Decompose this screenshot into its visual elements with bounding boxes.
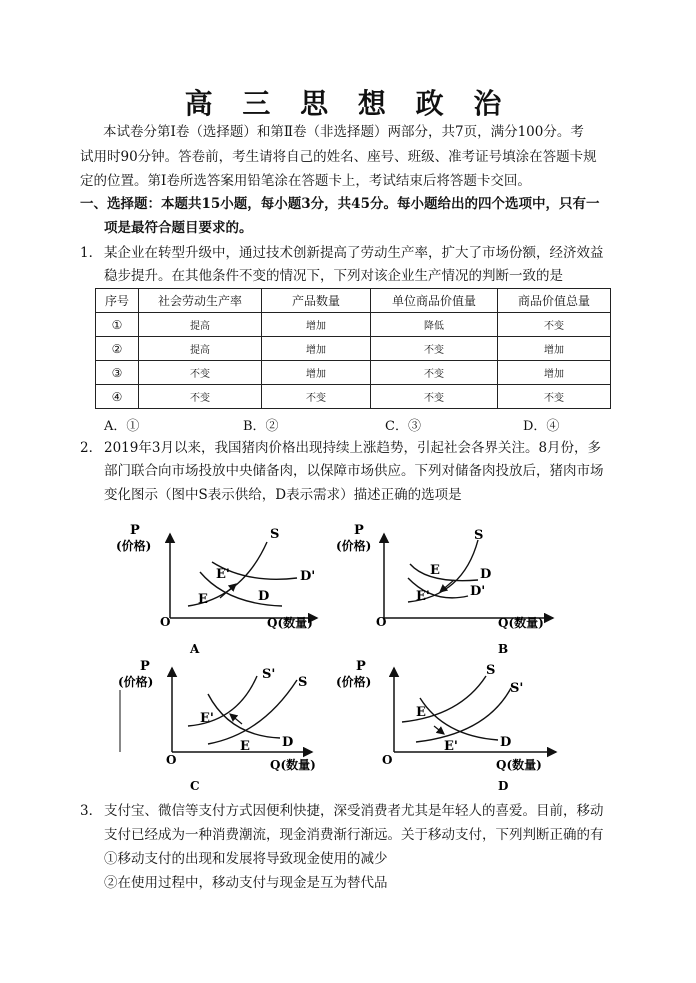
curve-label: D — [500, 735, 512, 750]
curve-label: D — [258, 589, 270, 604]
question-text: 支付宝、微信等支付方式因便利快捷，深受消费者尤其是年轻人的喜爱。目前，移动 — [104, 803, 604, 819]
curve-label: D' — [470, 584, 486, 599]
question-text: 支付已经成为一种消费潮流，现金消费渐行渐远。关于移动支付，下列判断正确的有 — [104, 827, 604, 843]
graph-option-label: D — [498, 779, 509, 793]
column-header: 序号 — [96, 289, 139, 313]
table-cell: 不变 — [371, 361, 498, 385]
question-text: 变化图示（图中S表示供给，D表示需求）描述正确的选项是 — [104, 487, 462, 503]
graph-c — [112, 660, 332, 795]
question-text: 某企业在转型升级中，通过技术创新提高了劳动生产率，扩大了市场份额，经济效益 — [104, 245, 604, 261]
table-cell: ① — [96, 313, 139, 337]
point-label: E — [240, 739, 250, 754]
statement-item: ②在使用过程中，移动支付与现金是互为替代品 — [104, 875, 388, 891]
table-cell: 增加 — [262, 337, 371, 361]
table-cell: 不变 — [498, 385, 611, 409]
table-cell: 不变 — [371, 337, 498, 361]
question-number: 1． — [80, 245, 103, 261]
curve-label: S' — [510, 681, 524, 696]
exam-title: 高 三 思 想 政 治 — [184, 87, 512, 120]
graph-b — [328, 522, 568, 657]
table-row — [96, 337, 611, 361]
section-heading: 项是最符合题目要求的。 — [104, 220, 253, 236]
graph-option-label: B — [498, 642, 509, 656]
statement-item: ①移动支付的出现和发展将导致现金使用的减少 — [104, 851, 388, 867]
intro-line: 试用时90分钟。答卷前，考生请将自己的姓名、座号、班级、准考证号填涂在答题卡规 — [80, 149, 597, 165]
origin-label: O — [376, 615, 387, 629]
axis-p-label: P — [130, 523, 140, 538]
origin-label: O — [382, 753, 393, 767]
table-cell: 增加 — [498, 361, 611, 385]
section-heading: 一、选择题：本题共15小题，每小题3分，共45分。每小题给出的四个选项中，只有一 — [80, 196, 600, 212]
question-text: 部门联合向市场投放中央储备肉，以保障市场供应。下列对储备肉投放后，猪肉市场 — [104, 463, 604, 479]
point-label: E' — [444, 739, 458, 754]
supply-curve-s-prime — [188, 676, 257, 726]
table-cell: ③ — [96, 361, 139, 385]
curve-label: S' — [262, 667, 276, 682]
shift-arrow — [434, 726, 444, 734]
axis-price-label: (价格) — [336, 675, 372, 689]
curve-label: D — [282, 735, 294, 750]
graph-option-label: A — [190, 642, 200, 656]
graph-option-label: C — [190, 779, 200, 793]
table-cell: 增加 — [262, 361, 371, 385]
axis-p-label: P — [354, 523, 364, 538]
curve-label: S — [270, 527, 280, 542]
question-number: 3． — [80, 803, 103, 819]
shift-arrow — [440, 580, 454, 592]
axis-price-label: (价格) — [118, 675, 154, 689]
graph-a — [112, 522, 332, 657]
origin-label: O — [160, 615, 171, 629]
table-header-row — [96, 289, 611, 313]
option-b: B．② — [243, 419, 279, 434]
graph-d — [336, 660, 571, 795]
intro-line: 定的位置。第Ⅰ卷所选答案用铅笔涂在答题卡上，考试结束后将答题卡交回。 — [80, 173, 531, 189]
table-cell: 降低 — [371, 313, 498, 337]
table-cell: 增加 — [498, 337, 611, 361]
curve-label: D' — [300, 569, 316, 584]
axis-price-label: (价格) — [116, 539, 152, 553]
point-label: E — [430, 563, 440, 578]
table-row — [96, 385, 611, 409]
supply-curve-s — [402, 676, 486, 722]
question-number: 2． — [80, 440, 103, 456]
table-cell: 不变 — [139, 361, 262, 385]
table-cell: 不变 — [139, 385, 262, 409]
column-header: 商品价值总量 — [498, 289, 611, 313]
origin-label: O — [166, 753, 177, 767]
point-label: E' — [416, 589, 430, 604]
table-cell: 不变 — [498, 313, 611, 337]
table-cell: 提高 — [139, 313, 262, 337]
axis-q-label: Q(数量) — [270, 758, 316, 772]
intro-line: 本试卷分第Ⅰ卷（选择题）和第Ⅱ卷（非选择题）两部分，共7页，满分100分。考 — [103, 124, 584, 140]
table-cell: 增加 — [262, 313, 371, 337]
point-label: E' — [216, 567, 230, 582]
point-label: E — [416, 705, 426, 720]
curve-label: D — [480, 567, 492, 582]
supply-curve-s-prime — [416, 688, 511, 742]
table-cell: ④ — [96, 385, 139, 409]
curve-label: S — [486, 663, 496, 678]
column-header: 社会劳动生产率 — [139, 289, 262, 313]
question-text: 稳步提升。在其他条件不变的情况下，下列对该企业生产情况的判断一致的是 — [104, 268, 563, 284]
table-cell: 提高 — [139, 337, 262, 361]
judgment-table — [95, 288, 611, 409]
point-label: E — [198, 592, 208, 607]
option-a: A．① — [104, 419, 140, 434]
column-header: 单位商品价值量 — [371, 289, 498, 313]
table-cell: 不变 — [371, 385, 498, 409]
point-label: E' — [200, 711, 214, 726]
option-d: D．④ — [523, 419, 560, 434]
demand-curve-d — [420, 698, 498, 740]
column-header: 产品数量 — [262, 289, 371, 313]
option-c: C．③ — [385, 419, 421, 434]
curve-label: S — [474, 528, 484, 543]
table-cell: 不变 — [262, 385, 371, 409]
table-row — [96, 313, 611, 337]
axis-p-label: P — [140, 660, 150, 674]
demand-curve-d — [200, 572, 282, 606]
table-cell: ② — [96, 337, 139, 361]
axis-q-label: Q(数量) — [498, 616, 544, 630]
axis-p-label: P — [356, 660, 366, 674]
curve-label: S — [298, 675, 308, 690]
axis-price-label: (价格) — [336, 539, 372, 553]
table-row — [96, 361, 611, 385]
axis-q-label: Q(数量) — [496, 758, 542, 772]
axis-q-label: Q(数量) — [267, 616, 313, 630]
question-text: 2019年3月以来，我国猪肉价格出现持续上涨趋势，引起社会各界关注。8月份，多 — [104, 440, 602, 456]
